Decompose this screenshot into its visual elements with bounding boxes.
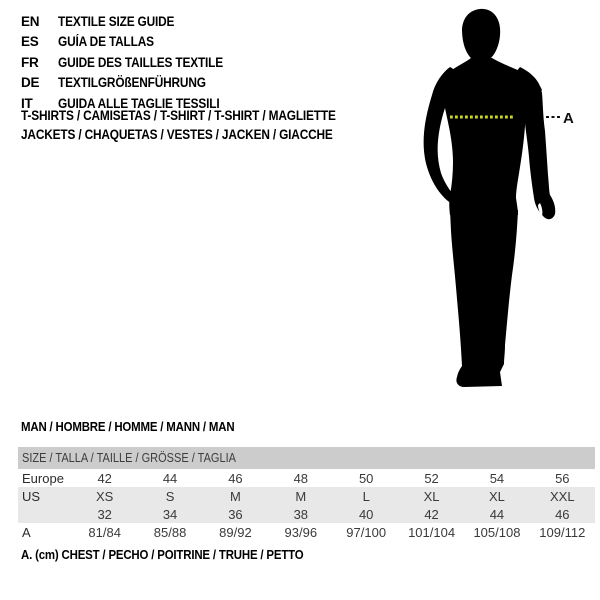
size-value: 38 (268, 505, 333, 523)
size-value: 101/104 (408, 525, 456, 540)
category-lines (21, 107, 379, 144)
language-code: ES (21, 34, 39, 50)
table-row-europe (18, 469, 595, 487)
man-silhouette-head (462, 9, 500, 66)
language-code: IT (21, 95, 33, 111)
language-title: GUIDA ALLE TAGLIE TESSILI (58, 95, 220, 111)
size-value: 97/100 (346, 525, 387, 540)
measure-label-a: A (563, 110, 574, 127)
row-label: Europe (22, 470, 64, 486)
size-value: XS (72, 487, 137, 505)
language-row (21, 11, 246, 32)
table-row-us (18, 487, 595, 505)
language-title: GUIDE DES TAILLES TEXTILE (58, 54, 224, 70)
table-row-chest-cm (18, 523, 595, 542)
language-code: EN (21, 13, 40, 29)
size-value: XL (464, 487, 529, 505)
size-value: XL (399, 487, 464, 505)
size-value: L (334, 487, 399, 505)
size-value: 50 (358, 470, 374, 486)
man-figure (400, 5, 580, 395)
size-value: 54 (489, 470, 505, 486)
size-value: 48 (293, 470, 309, 486)
language-title: TEXTILE SIZE GUIDE (58, 13, 175, 29)
size-value: 109/112 (539, 525, 586, 540)
size-table-header (18, 447, 595, 469)
size-value: 44 (162, 470, 178, 486)
size-value: 32 (72, 505, 137, 523)
table-row-numeric (18, 505, 595, 523)
section-title (21, 419, 264, 434)
size-value: 44 (464, 505, 529, 523)
size-value: 42 (97, 470, 112, 486)
language-row (21, 52, 246, 73)
size-value: 93/96 (284, 525, 318, 540)
man-silhouette-legs (450, 210, 518, 387)
size-value: M (203, 487, 268, 505)
size-table-header-text: SIZE / TALLA / TAILLE / GRÖSSE / TAGLIA (22, 451, 236, 465)
size-value: 52 (424, 470, 439, 486)
language-code: FR (21, 54, 39, 70)
size-value: 85/88 (153, 525, 187, 540)
language-list (21, 11, 246, 114)
size-value: 89/92 (219, 525, 252, 540)
language-title: TEXTILGRÖßENFÜHRUNG (58, 75, 206, 91)
category-jackets: JACKETS / CHAQUETAS / VESTES / JACKEN / GIACCHE (21, 126, 333, 142)
size-value: 105/108 (473, 525, 521, 540)
size-value: 46 (530, 505, 595, 523)
size-table-header-row (18, 447, 595, 469)
footnote-text: A. (cm) CHEST / PECHO / POITRINE / TRUHE / PETTO (21, 547, 304, 562)
size-value: 46 (228, 470, 243, 486)
size-value: XXL (530, 487, 595, 505)
size-table (18, 447, 595, 542)
size-value: 56 (555, 470, 570, 486)
size-value: 81/84 (88, 525, 121, 540)
size-value: 42 (399, 505, 464, 523)
language-code: DE (21, 75, 40, 91)
section-title-text: MAN / HOMBRE / HOMME / MANN / MAN (21, 419, 235, 434)
language-title: GUÍA DE TALLAS (58, 34, 154, 50)
category-tshirts: T-SHIRTS / CAMISETAS / T-SHIRT / T-SHIRT / MAGLIETTE (21, 108, 336, 123)
row-label: A (22, 525, 31, 540)
size-value: 34 (137, 505, 202, 523)
size-value: S (137, 487, 202, 505)
size-value: 36 (203, 505, 268, 523)
row-label: US (18, 487, 72, 505)
size-value: 40 (334, 505, 399, 523)
language-row (21, 73, 246, 94)
size-value: M (268, 487, 333, 505)
footnote (21, 547, 342, 562)
row-label (18, 505, 72, 523)
language-row (21, 32, 246, 53)
